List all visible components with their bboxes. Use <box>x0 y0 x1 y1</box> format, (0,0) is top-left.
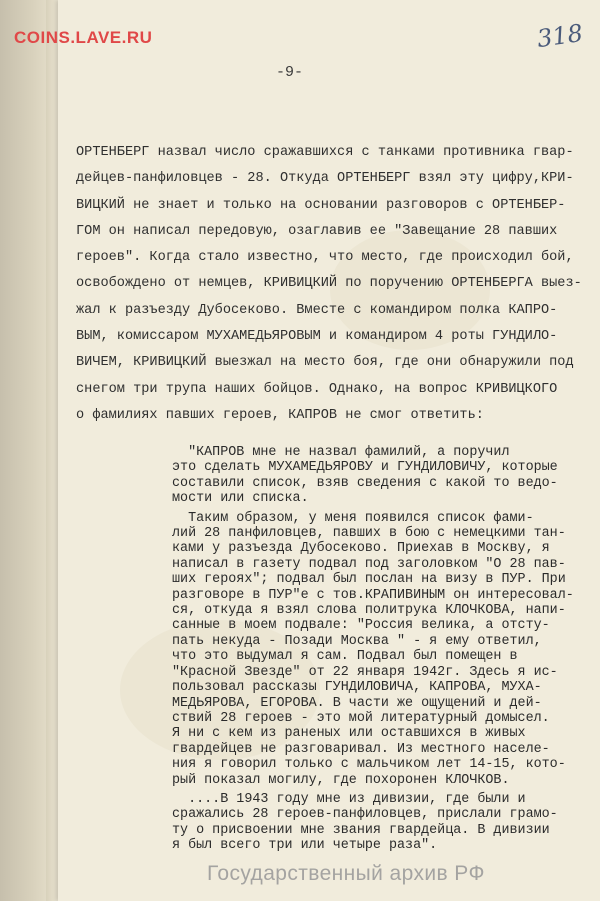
site-watermark: COINS.LAVE.RU <box>14 28 153 47</box>
quote-line: лий 28 панфиловцев, павших в бою с немецкими тан- <box>172 526 566 542</box>
quote-line: ствий 28 героев - это мой литературный домысел. <box>172 710 550 726</box>
quote-paragraph <box>172 511 572 788</box>
folio-number: 318 <box>535 18 585 54</box>
quote-line: МЕДЬЯРОВА, ЕГОРОВА. В части же ощущений и дей- <box>172 695 542 711</box>
quote-line: "Красной Звезде" от 22 января 1942г. Здесь я ис- <box>172 664 558 680</box>
quote-line: пать некуда - Позади Москва " - я ему ответил, <box>172 633 542 649</box>
quote-line: ся, откуда я взял слова политрука КЛОЧКОВА, напи- <box>172 603 566 619</box>
quote-line: написал в газету подвал под заголовком "О 28 пав- <box>172 556 566 572</box>
quote-line: гвардейцев не разговаривал. Из местного населе- <box>172 741 550 757</box>
page-number: -9- <box>276 64 304 81</box>
text-line: жал к разъезду Дубосеково. Вместе с командиром полка КАПРО- <box>76 302 558 318</box>
quote-line: санные в моем подвале: "Россия велика, а отсту- <box>172 618 550 634</box>
quote-line: что это выдумал я сам. Подвал был помещен в <box>172 649 518 665</box>
quote-line: ту о присвоении мне звания гвардейца. В дивизии <box>172 822 550 838</box>
quote-line: ния я говорил только с мальчиком лет 14-15, кото- <box>172 757 566 773</box>
sheet-edge <box>46 0 58 901</box>
quote-line: я был всего три или четыре раза". <box>172 838 438 854</box>
quote-line: сражались 28 героев-панфиловцев, прислали грамо- <box>172 807 558 823</box>
quote-line: мости или списка. <box>172 491 309 507</box>
quote-line: ших героях"; подвал был послан на визу в ПУР. При <box>172 572 566 588</box>
text-line: освобождено от немцев, КРИВИЦКИЙ по поручению ОРТЕНБЕРГА выез- <box>76 276 582 292</box>
quote-line: ....В 1943 году мне из дивизии, где были и <box>172 791 526 807</box>
quote-paragraph <box>172 792 572 854</box>
quote-line: это сделать МУХАМЕДЬЯРОВУ и ГУНДИЛОВИЧУ, которые <box>172 460 558 476</box>
quote-line: "КАПРОВ мне не назвал фамилий, а поручил <box>172 445 510 460</box>
quote-line: рый показал могилу, где похоронен КЛОЧКОВ. <box>172 772 510 788</box>
main-text-block <box>76 140 582 429</box>
quote-line: ками у разъезда Дубосеково. Приехав в Москву, я <box>172 541 550 557</box>
quote-line: Таким образом, у меня появился список фами- <box>172 510 534 526</box>
text-line: ВИЧЕМ, КРИВИЦКИЙ выезжал на место боя, где они обнаружили под <box>76 355 574 371</box>
text-line: снегом три трупа наших бойцов. Однако, на вопрос КРИВИЦКОГО <box>76 381 558 397</box>
text-line: ОРТЕНБЕРГ назвал число сражавшихся с танками противника гвар- <box>76 145 574 160</box>
text-line: дейцев-панфиловцев - 28. Откуда ОРТЕНБЕРГ взял эту цифру,КРИ- <box>76 171 574 187</box>
quotation-block <box>172 445 572 854</box>
quote-paragraph <box>172 445 572 507</box>
text-line: ВЫМ, комиссаром МУХАМЕДЬЯРОВЫМ и командиром 4 роты ГУНДИЛО- <box>76 329 558 345</box>
quote-line: разговоре в ПУР"е с тов.КРАПИВИНЫМ он интересовал- <box>172 587 574 603</box>
text-line: героев". Когда стало известно, что место, где происходил бой, <box>76 250 574 266</box>
archive-watermark: Государственный архив РФ <box>207 862 485 885</box>
quote-line: пользовал рассказы ГУНДИЛОВИЧА, КАПРОВА, МУХА- <box>172 680 542 696</box>
quote-line: составили список, взяв сведения с какой то ведо- <box>172 475 558 491</box>
quote-line: Я ни с кем из раненых или оставшихся в живых <box>172 726 526 742</box>
text-line: ВИЦКИЙ не знает и только на основании разговоров с ОРТЕНБЕР- <box>76 197 566 213</box>
text-line: ГОМ он написал передовую, озаглавив ее "Завещание 28 павших <box>76 223 558 239</box>
text-line: о фамилиях павших героев, КАПРОВ не смог ответить: <box>76 407 484 423</box>
